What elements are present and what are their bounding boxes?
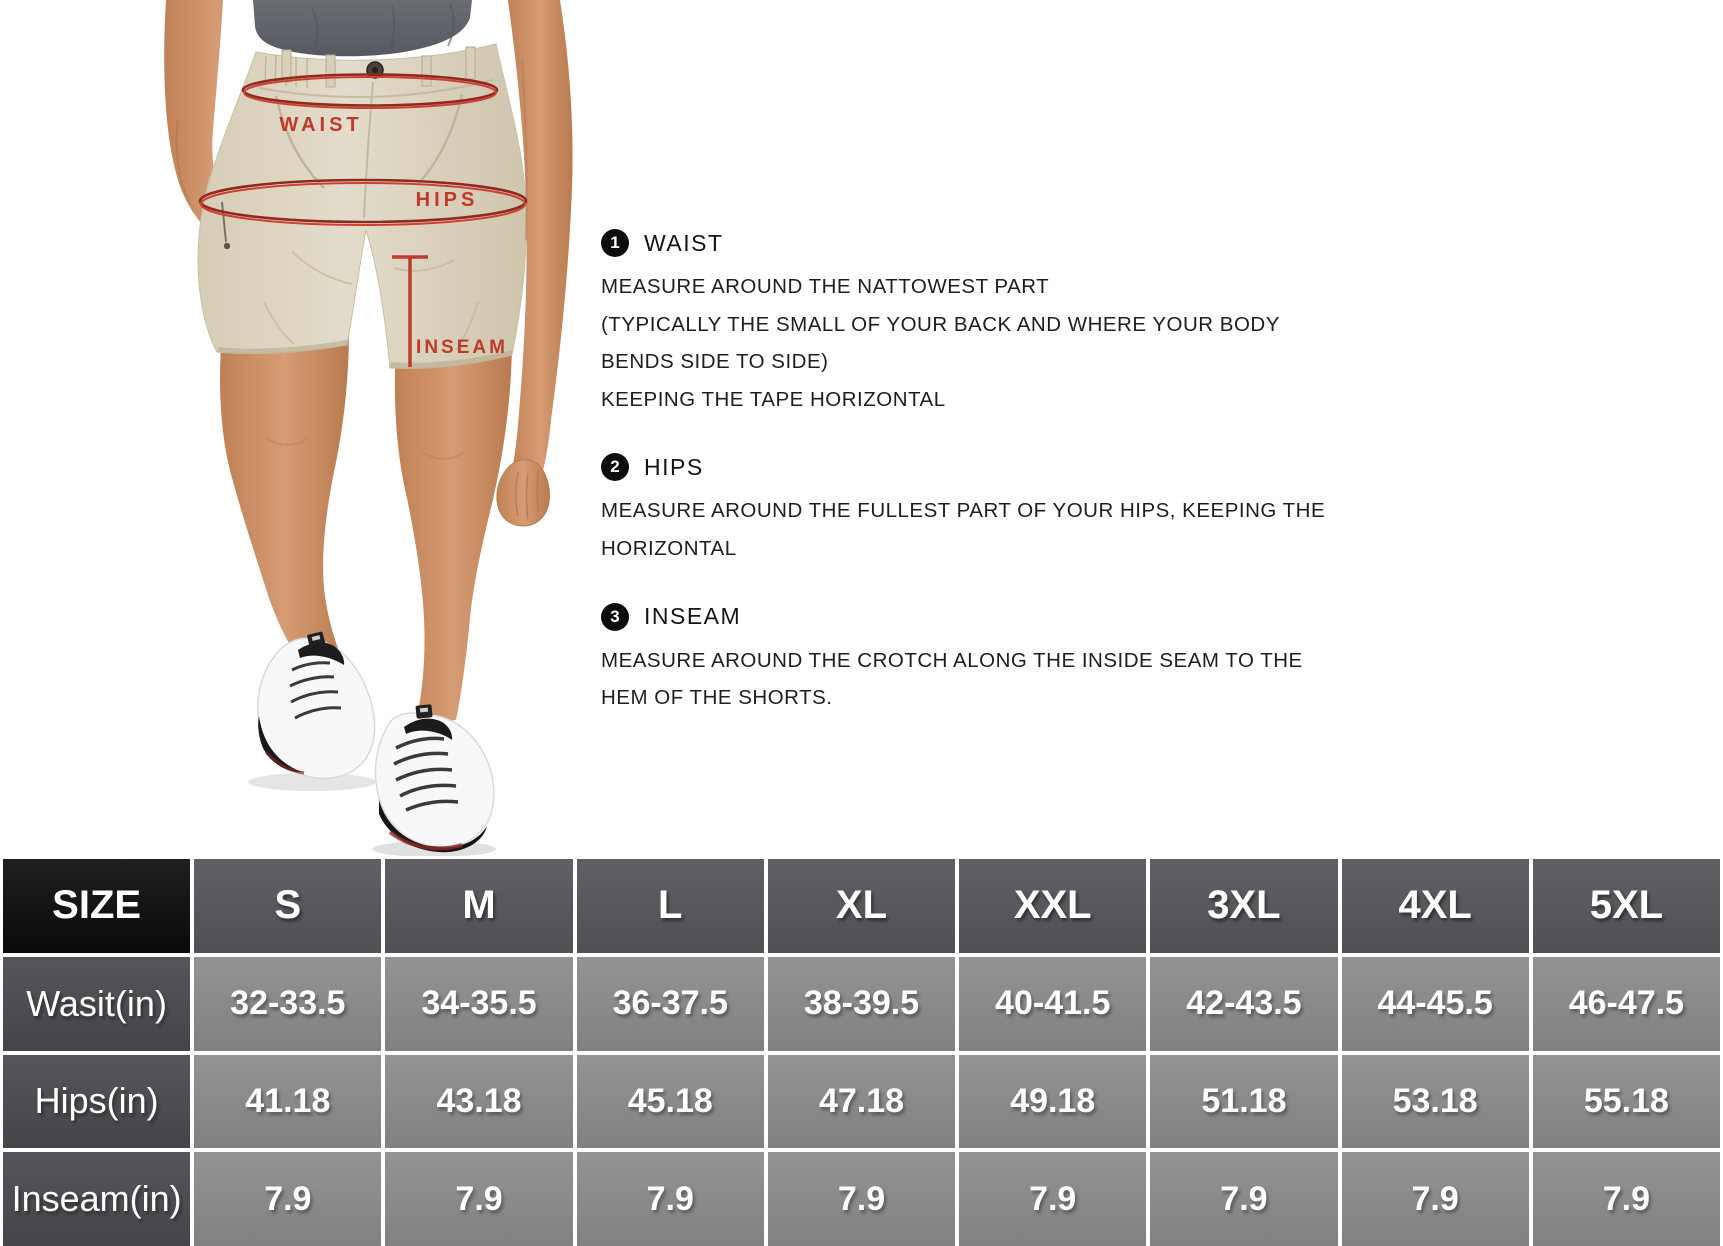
size-header-4xl: 4XL <box>1342 859 1529 953</box>
hips-value: 41.18 <box>194 1055 381 1149</box>
shirt <box>253 0 472 56</box>
model-photo <box>60 0 620 856</box>
instruction-section-waist <box>601 229 1411 418</box>
inseam-value: 7.9 <box>768 1152 955 1246</box>
size-header-5xl: 5XL <box>1533 859 1720 953</box>
hips-value: 49.18 <box>959 1055 1146 1149</box>
right-hand <box>497 460 550 526</box>
size-header-l: L <box>577 859 764 953</box>
instruction-line: HORIZONTAL <box>601 536 737 560</box>
hips-value: 55.18 <box>1533 1055 1720 1149</box>
belt-loop <box>326 55 335 87</box>
size-table <box>0 856 1723 1246</box>
instruction-title-inseam: INSEAM <box>644 603 742 630</box>
size-header-s: S <box>194 859 381 953</box>
size-header-xxl: XXL <box>959 859 1146 953</box>
instruction-line: MEASURE AROUND THE FULLEST PART OF YOUR HIPS, KEEPING THE <box>601 499 1326 523</box>
inseam-value: 7.9 <box>959 1152 1146 1246</box>
waist-value: 38-39.5 <box>768 957 955 1051</box>
size-table-corner-cell: SIZE <box>3 859 190 953</box>
instruction-line: KEEPING THE TAPE HORIZONTAL <box>601 387 946 411</box>
instruction-line: MEASURE AROUND THE NATTOWEST PART <box>601 275 1050 298</box>
waist-value: 36-37.5 <box>577 957 764 1051</box>
step-1-badge: 1 <box>601 229 629 257</box>
step-2-badge: 2 <box>601 453 629 481</box>
instruction-title-waist: WAIST <box>644 229 724 256</box>
inseam-value: 7.9 <box>577 1152 764 1246</box>
inseam-annotation-label: INSEAM <box>416 337 508 358</box>
hips-value: 47.18 <box>768 1055 955 1149</box>
inseam-value: 7.9 <box>1342 1152 1529 1246</box>
waist-value: 34-35.5 <box>385 957 572 1051</box>
instruction-line: MEASURE AROUND THE CROTCH ALONG THE INSIDE SEAM TO THE <box>601 648 1303 672</box>
waist-value: 44-45.5 <box>1342 957 1529 1051</box>
instruction-line: BENDS SIDE TO SIDE) <box>601 350 829 374</box>
size-header-xl: XL <box>768 859 955 953</box>
row-label-hips: Hips(in) <box>3 1055 190 1149</box>
size-header-3xl: 3XL <box>1150 859 1337 953</box>
waist-annotation-label: WAIST <box>279 114 363 136</box>
inseam-value: 7.9 <box>1533 1152 1720 1246</box>
right-leg <box>395 330 512 724</box>
left-leg <box>220 320 349 662</box>
measuring-instructions <box>601 229 1411 752</box>
instruction-title-hips: HIPS <box>644 453 704 480</box>
waist-value: 42-43.5 <box>1150 957 1337 1051</box>
inseam-value: 7.9 <box>1150 1152 1337 1246</box>
size-header-m: M <box>385 859 572 953</box>
step-3-badge: 3 <box>601 603 629 631</box>
belt-loop <box>422 56 431 86</box>
waist-value: 32-33.5 <box>194 957 381 1051</box>
row-label-waist: Wasit(in) <box>3 957 190 1051</box>
waist-value: 46-47.5 <box>1533 957 1720 1051</box>
instruction-section-inseam <box>601 603 1411 717</box>
hips-value: 53.18 <box>1342 1055 1529 1149</box>
instruction-section-hips <box>601 453 1411 567</box>
row-label-inseam: Inseam(in) <box>3 1152 190 1246</box>
hips-value: 45.18 <box>577 1055 764 1149</box>
instruction-line: (TYPICALLY THE SMALL OF YOUR BACK AND WHERE YOUR BODY <box>601 312 1280 336</box>
inseam-value: 7.9 <box>385 1152 572 1246</box>
instruction-line: HEM OF THE SHORTS. <box>601 686 833 710</box>
hips-value: 51.18 <box>1150 1055 1337 1149</box>
hips-value: 43.18 <box>385 1055 572 1149</box>
model-figure <box>60 0 620 856</box>
inseam-value: 7.9 <box>194 1152 381 1246</box>
hips-annotation-label: HIPS <box>415 189 479 211</box>
belt-loop <box>466 47 475 79</box>
waist-value: 40-41.5 <box>959 957 1146 1051</box>
